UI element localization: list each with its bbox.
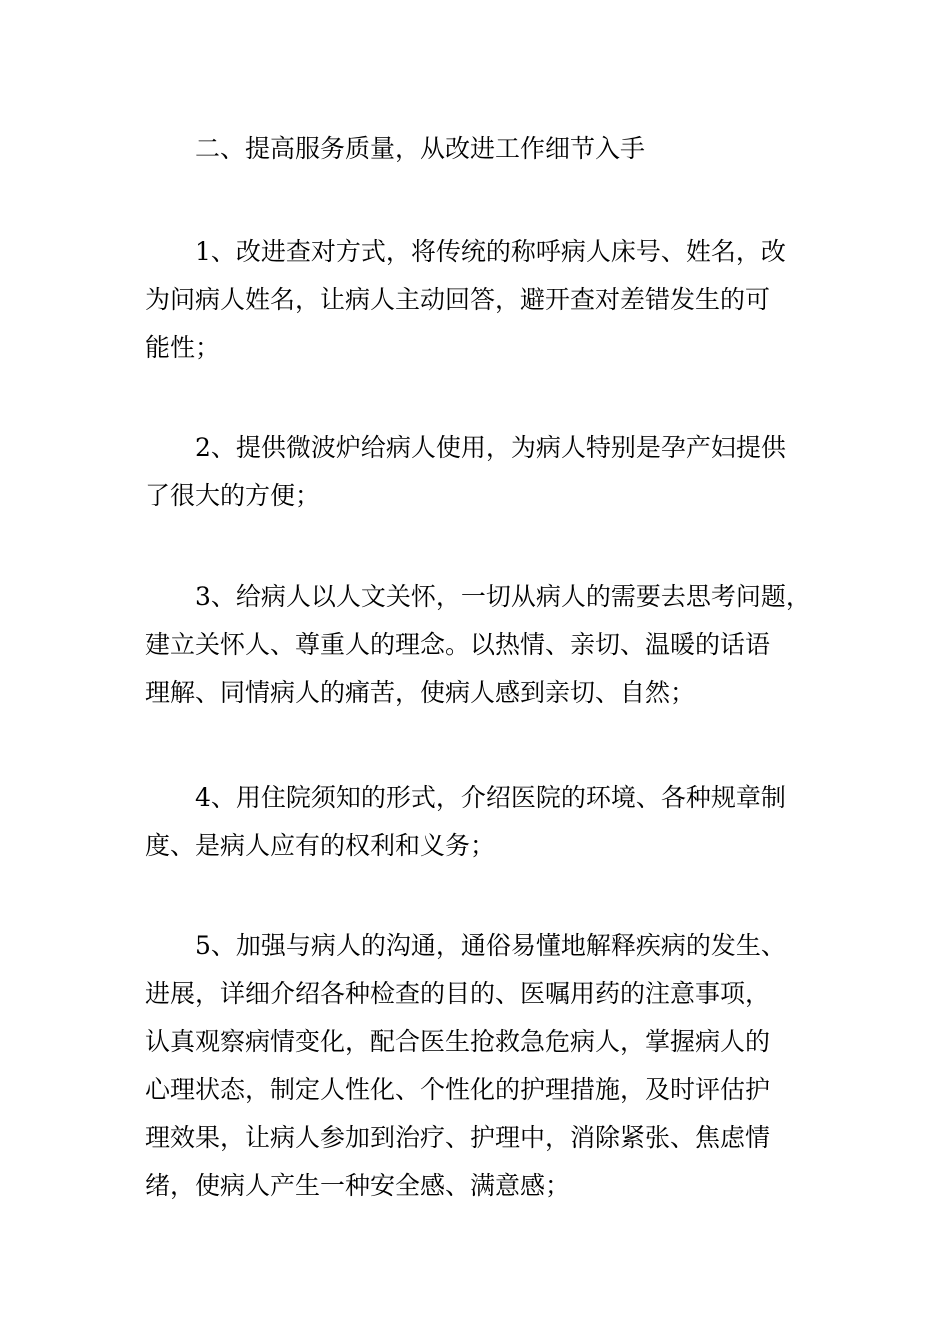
paragraph-line: 理效果，让病人参加到治疗、护理中，消除紧张、焦虑情	[145, 1123, 771, 1152]
paragraph-item-2	[145, 424, 815, 520]
paragraph-line: 能性；	[145, 333, 221, 362]
heading-line: 二、提高服务质量，从改进工作细节入手	[195, 134, 646, 163]
paragraph-item-3	[145, 573, 815, 717]
paragraph-line: 理解、同情病人的痛苦，使病人感到亲切、自然；	[145, 678, 696, 707]
paragraph-line: 为问病人姓名，让病人主动回答，避开查对差错发生的可	[145, 285, 771, 314]
paragraph-line: 4、用住院须知的形式，介绍医院的环境、各种规章制	[195, 783, 786, 812]
paragraph-item-4	[145, 774, 815, 870]
paragraph-line: 进展，详细介绍各种检查的目的、医嘱用药的注意事项，	[145, 979, 771, 1008]
paragraph-item-1	[145, 228, 815, 372]
paragraph-line: 认真观察病情变化，配合医生抢救急危病人，掌握病人的	[145, 1027, 771, 1056]
paragraph-line: 建立关怀人、尊重人的理念。以热情、亲切、温暖的话语	[145, 630, 771, 659]
paragraph-line: 2、提供微波炉给病人使用，为病人特别是孕产妇提供	[195, 433, 786, 462]
paragraph-line: 1、改进查对方式，将传统的称呼病人床号、姓名，改	[195, 237, 786, 266]
paragraph-line: 了很大的方便；	[145, 481, 321, 510]
paragraph-line: 度、是病人应有的权利和义务；	[145, 831, 496, 860]
paragraph-line: 心理状态，制定人性化、个性化的护理措施，及时评估护	[145, 1075, 771, 1104]
paragraph-line: 绪，使病人产生一种安全感、满意感；	[145, 1171, 571, 1200]
paragraph-line: 3、给病人以人文关怀，一切从病人的需要去思考问题，	[195, 582, 811, 611]
paragraph-line: 5、加强与病人的沟通，通俗易懂地解释疾病的发生、	[195, 931, 786, 960]
section-heading	[145, 125, 815, 173]
paragraph-item-5	[145, 922, 815, 1210]
